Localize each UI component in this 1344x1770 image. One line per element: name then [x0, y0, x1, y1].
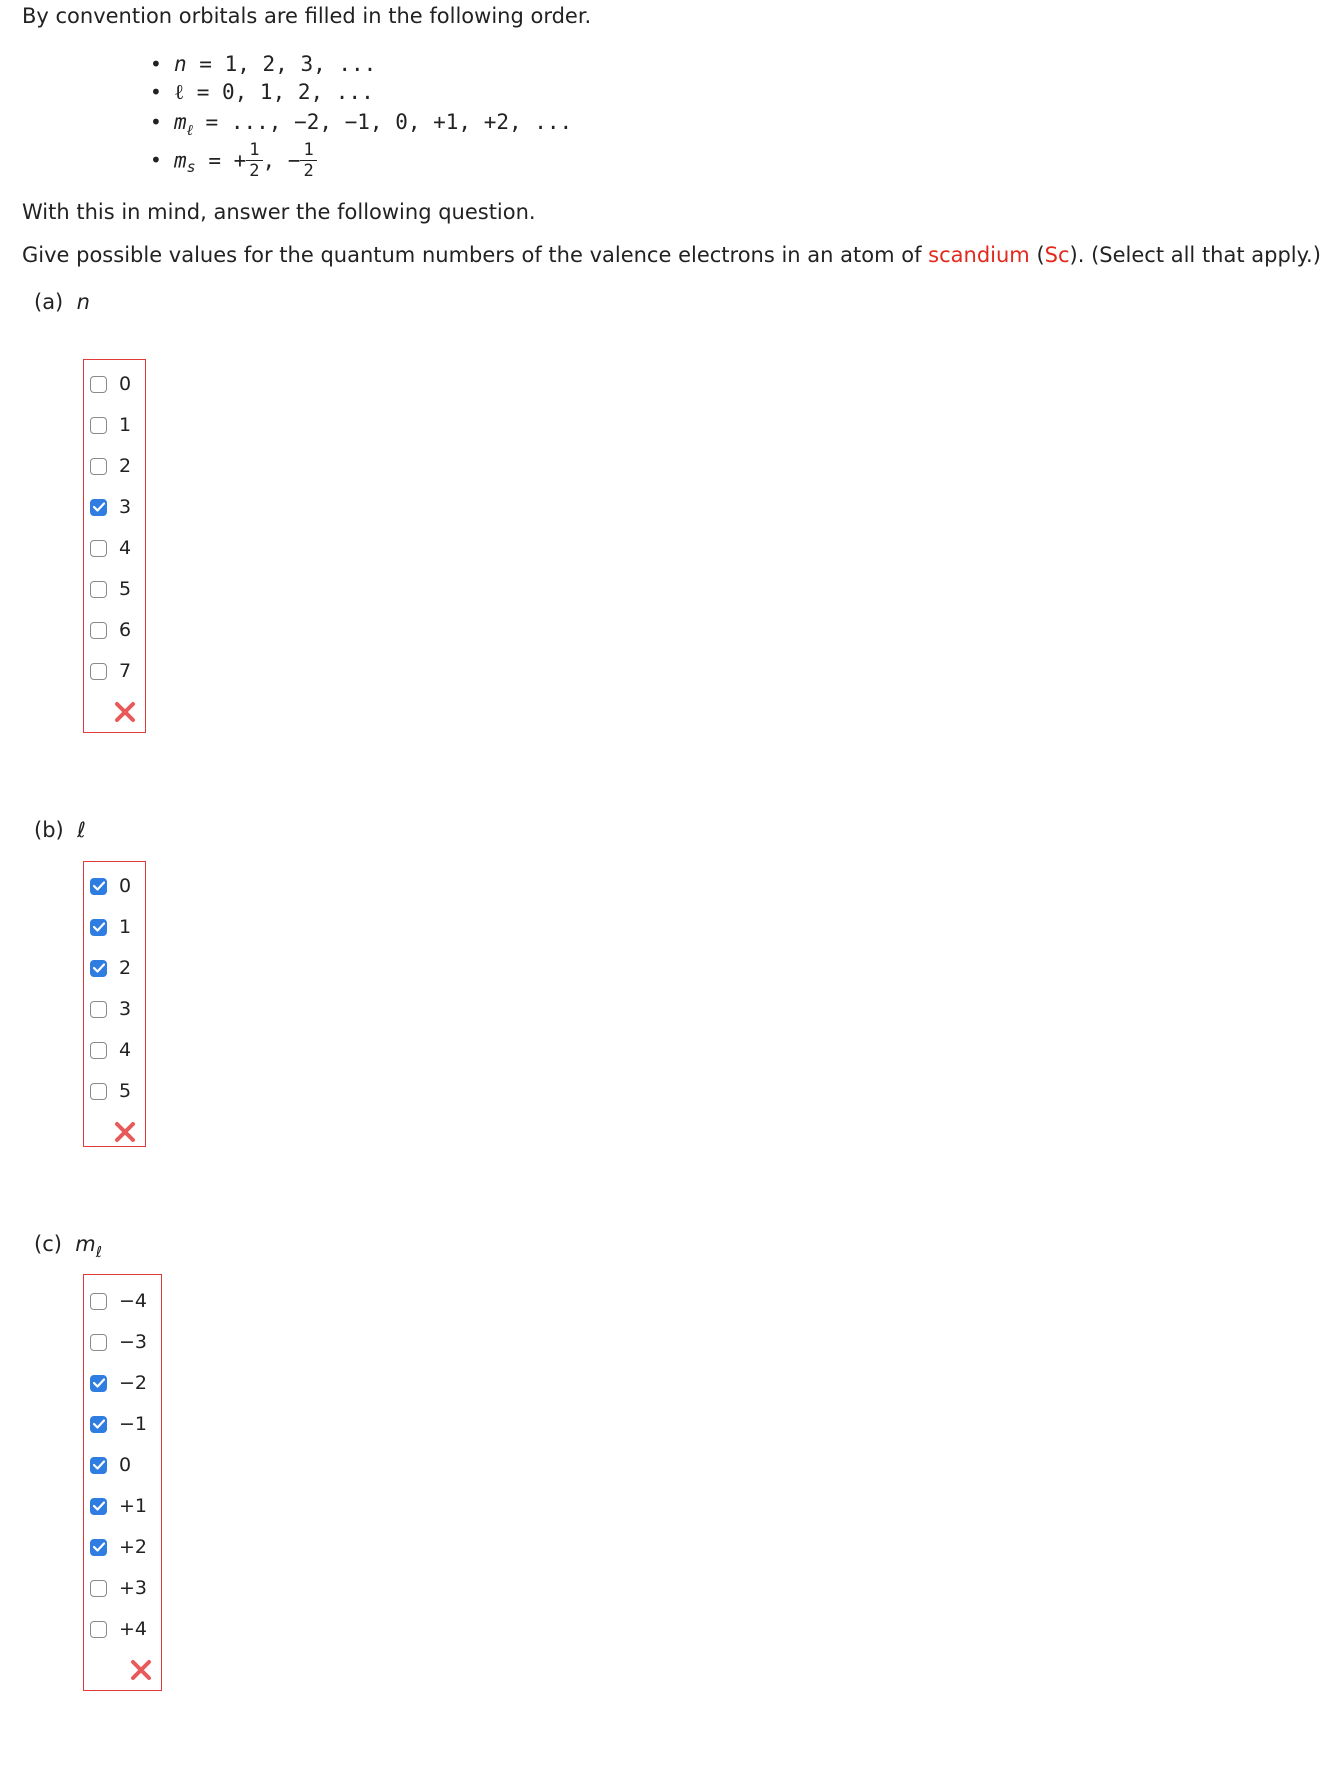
option-label: 0: [119, 373, 132, 395]
rule-ml-values: = ..., −2, −1, 0, +1, +2, ...: [192, 110, 573, 134]
part-c-option[interactable]: [90, 1288, 147, 1314]
rule-ms-separator: , −: [262, 148, 301, 173]
checkbox-checked[interactable]: [90, 1498, 107, 1515]
checkbox-checked[interactable]: [90, 960, 107, 977]
option-label: 3: [119, 998, 132, 1020]
part-b-label: (b) ℓ: [34, 818, 86, 842]
part-a-option[interactable]: [90, 576, 131, 602]
part-c-option[interactable]: [90, 1575, 147, 1601]
part-c-option[interactable]: [90, 1411, 147, 1437]
option-label: 3: [119, 496, 132, 518]
part-a-label: (a) n: [34, 290, 90, 314]
checkbox-checked[interactable]: [90, 1375, 107, 1392]
part-a-answer-box: [83, 359, 146, 733]
part-b-option[interactable]: [90, 1037, 131, 1063]
part-c-option[interactable]: [90, 1370, 147, 1396]
option-label: 5: [119, 1080, 132, 1102]
checkbox-checked[interactable]: [90, 499, 107, 516]
checkbox[interactable]: [90, 581, 107, 598]
part-a-option[interactable]: [90, 535, 131, 561]
option-label: 1: [119, 916, 132, 938]
part-c-option[interactable]: [90, 1452, 131, 1478]
part-c-option[interactable]: [90, 1534, 147, 1560]
checkbox[interactable]: [90, 540, 107, 557]
checkbox[interactable]: [90, 1621, 107, 1638]
rule-l-values: = 0, 1, 2, ...: [184, 80, 374, 104]
part-c-variable-subscript: ℓ: [95, 1243, 102, 1261]
option-label: +1: [119, 1495, 148, 1517]
checkbox[interactable]: [90, 1580, 107, 1597]
checkbox[interactable]: [90, 458, 107, 475]
fraction-half-positive: $\frac{1}{2}$: [246, 140, 262, 181]
checkbox[interactable]: [90, 1293, 107, 1310]
option-label: 0: [119, 875, 132, 897]
part-a-variable: n: [76, 290, 90, 314]
option-label: 4: [119, 1039, 132, 1061]
part-c-variable: m: [75, 1232, 96, 1256]
option-label: 2: [119, 957, 132, 979]
rule-ms-equals: = +: [195, 148, 247, 173]
part-c-option[interactable]: [90, 1329, 147, 1355]
option-label: 7: [119, 660, 132, 682]
checkbox[interactable]: [90, 622, 107, 639]
checkbox[interactable]: [90, 376, 107, 393]
rule-ml-symbol: m: [174, 110, 187, 134]
option-label: −2: [119, 1372, 148, 1394]
checkbox-checked[interactable]: [90, 919, 107, 936]
part-a-option[interactable]: [90, 371, 131, 397]
intro-text: By convention orbitals are filled in the following order.: [22, 4, 592, 28]
checkbox-checked[interactable]: [90, 878, 107, 895]
part-b-option[interactable]: [90, 996, 131, 1022]
element-symbol: Sc: [1044, 243, 1070, 267]
checkbox[interactable]: [90, 663, 107, 680]
option-label: 6: [119, 619, 132, 641]
rule-ms-symbol: m: [174, 148, 187, 173]
rule-ms-subscript: s: [186, 157, 196, 176]
part-b-option[interactable]: [90, 914, 131, 940]
option-label: 5: [119, 578, 132, 600]
part-a-option[interactable]: [90, 617, 131, 643]
part-b-answer-box: [83, 861, 146, 1147]
checkbox[interactable]: [90, 1334, 107, 1351]
part-b-option[interactable]: [90, 873, 131, 899]
part-b-option[interactable]: [90, 1078, 131, 1104]
option-label: +3: [119, 1577, 148, 1599]
checkbox[interactable]: [90, 417, 107, 434]
part-b-variable: ℓ: [77, 818, 86, 842]
option-label: 4: [119, 537, 132, 559]
option-label: +4: [119, 1618, 148, 1640]
checkbox-checked[interactable]: [90, 1416, 107, 1433]
rule-n-values: = 1, 2, 3, ...: [186, 52, 377, 76]
element-name: scandium: [928, 243, 1030, 267]
part-a-option[interactable]: [90, 453, 131, 479]
instruction-text: With this in mind, answer the following question.: [22, 200, 536, 224]
option-label: 2: [119, 455, 132, 477]
fraction-half-negative: $\frac{1}{2}$: [300, 140, 316, 181]
part-c-label: (c) $m_\ell$: [34, 1232, 102, 1261]
checkbox[interactable]: [90, 1042, 107, 1059]
option-label: −3: [119, 1331, 148, 1353]
checkbox-checked[interactable]: [90, 1539, 107, 1556]
incorrect-x-icon: [114, 701, 136, 728]
option-label: −1: [119, 1413, 148, 1435]
rule-ml-subscript: ℓ: [186, 121, 193, 139]
part-c-option[interactable]: [90, 1616, 147, 1642]
question-text: Give possible values for the quantum numbers of the valence electrons in an atom of scandium (Sc). (Select all that apply.): [22, 243, 1321, 267]
incorrect-x-icon: [130, 1659, 152, 1686]
checkbox[interactable]: [90, 1001, 107, 1018]
option-label: 1: [119, 414, 132, 436]
option-label: 0: [119, 1454, 132, 1476]
part-a-option[interactable]: [90, 412, 131, 438]
rule-l-symbol: ℓ: [174, 80, 185, 104]
part-c-answer-box: [83, 1274, 162, 1691]
part-a-option[interactable]: [90, 658, 131, 684]
rule-n-symbol: n: [174, 52, 187, 76]
incorrect-x-icon: [114, 1121, 136, 1148]
option-label: −4: [119, 1290, 148, 1312]
checkbox[interactable]: [90, 1083, 107, 1100]
part-b-option[interactable]: [90, 955, 131, 981]
option-label: +2: [119, 1536, 148, 1558]
checkbox-checked[interactable]: [90, 1457, 107, 1474]
part-c-option[interactable]: [90, 1493, 147, 1519]
part-a-option[interactable]: [90, 494, 131, 520]
